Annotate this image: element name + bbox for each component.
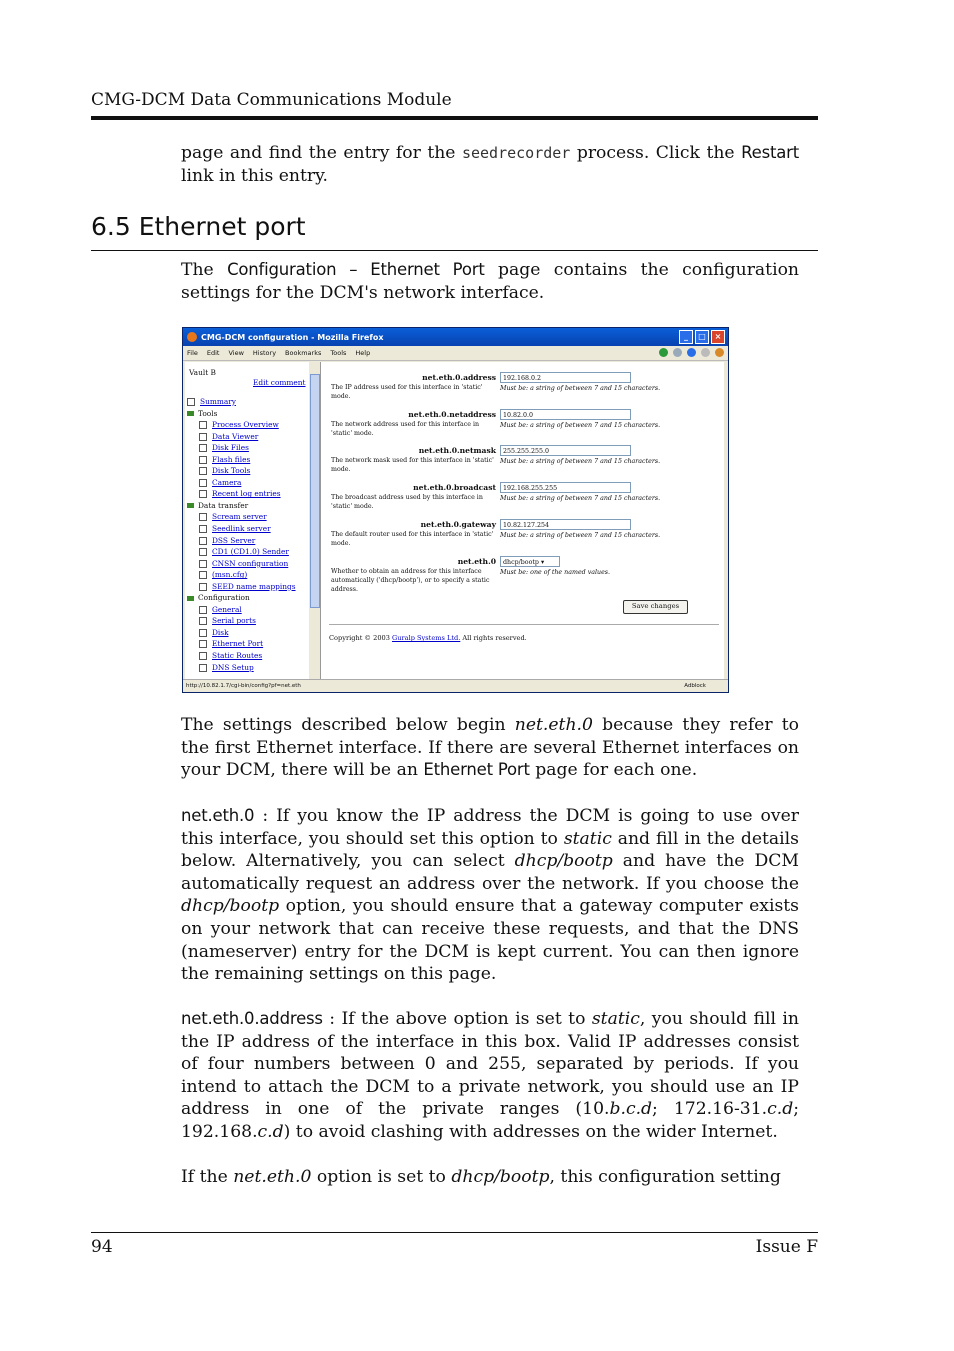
sidebar-scrollbar[interactable]	[309, 362, 321, 679]
copyright: Copyright © 2003 Guralp Systems Ltd. All rights reserved.	[329, 634, 527, 642]
sidebar-item-label[interactable]: CNSN configuration	[212, 558, 289, 568]
setting-description: The IP address used for this interface in 'static' mode.	[331, 384, 483, 400]
sidebar-item-label[interactable]: (msn.cfg)	[212, 570, 248, 580]
sidebar-item-label[interactable]: Static Routes	[212, 651, 263, 661]
sidebar-item[interactable]	[187, 581, 296, 593]
stop-icon[interactable]	[701, 348, 710, 357]
guralp-link[interactable]: Guralp Systems Ltd.	[392, 634, 461, 642]
sidebar-item[interactable]	[187, 396, 296, 408]
sidebar-item-label: Tools	[198, 408, 218, 418]
setting-constraint: Must be: one of the named values.	[500, 568, 611, 576]
issue-label: Issue F	[755, 1237, 818, 1257]
sidebar-item-label[interactable]: General	[212, 604, 242, 614]
sidebar-item-label[interactable]: Disk Tools	[212, 466, 251, 476]
setting-input[interactable]: 192.168.0.2	[500, 372, 631, 383]
folder-icon	[187, 503, 194, 508]
sidebar-item-label[interactable]: Summary	[200, 397, 236, 406]
sidebar-item[interactable]	[187, 523, 296, 535]
setting-label: net.eth.0.address	[422, 373, 496, 382]
page-icon	[199, 629, 207, 637]
page-icon	[199, 433, 207, 441]
page-icon	[199, 571, 207, 579]
page-icon	[199, 583, 207, 591]
close-icon[interactable]: ×	[711, 330, 725, 344]
sidebar-item[interactable]	[187, 488, 296, 500]
sidebar-item[interactable]	[187, 419, 296, 431]
sidebar-item[interactable]	[187, 477, 296, 489]
page-icon	[199, 513, 207, 521]
process-name: seedrecorder	[461, 144, 571, 162]
setting-label: net.eth.0.gateway	[420, 519, 496, 529]
setting-row	[331, 480, 721, 516]
setting-description: The default router used for this interface in 'static' mode.	[331, 530, 494, 547]
intro-paragraph: page and find the entry for the seedrecorder process. Click the Restart link in this entry.	[181, 143, 799, 186]
sidebar-item-label[interactable]: Disk	[212, 627, 229, 637]
sidebar-item[interactable]	[187, 627, 296, 639]
sidebar-item-label[interactable]: Camera	[212, 477, 242, 487]
minimize-icon[interactable]: _	[679, 330, 693, 344]
page-icon	[199, 560, 207, 568]
sidebar-item-label[interactable]: CD1 (CD1.0) Sender	[212, 547, 289, 557]
setting-input[interactable]: 192.168.255.255	[500, 482, 631, 493]
section-rule	[91, 250, 818, 251]
page-icon	[199, 456, 207, 464]
browser-screenshot	[182, 327, 729, 693]
page-icon	[199, 652, 207, 660]
setting-label: net.eth.0.netmask	[418, 446, 496, 456]
setting-input[interactable]: 10.82.0.0	[500, 409, 631, 420]
section-title: 6.5 Ethernet port	[91, 212, 306, 241]
sidebar-item	[187, 592, 296, 604]
edit-comment-link[interactable]: Edit comment	[253, 378, 306, 387]
term-net-eth0-address: net.eth.0.address	[181, 1009, 323, 1028]
sidebar-item[interactable]	[187, 615, 296, 627]
sidebar-item-label[interactable]: DSS Server	[212, 535, 256, 545]
setting-row	[331, 517, 721, 553]
sidebar-item-label: Configuration	[198, 593, 250, 603]
page-icon	[199, 467, 207, 475]
setting-row	[331, 370, 721, 406]
menu-item-help[interactable]: Help	[355, 349, 371, 357]
sidebar-item	[187, 500, 296, 512]
menu-item-history[interactable]: History	[252, 349, 277, 357]
para-net-eth0-address: net.eth.0.address : If the above option is set to static, you should fill in the IP address of the interface in this box. Valid IP addresses consist of four numbers between 0 and 255, separated by periods. If you intend to attach the DCM to a private network, you should use an IP address in one of the private ranges (10.b.c.d; 172.16-31.c.d; 192.168.c.d) to avoid clashing with addresses on the wider Internet.	[181, 1009, 799, 1142]
setting-input[interactable]: 255.255.255.0	[500, 445, 631, 456]
page-content	[185, 362, 724, 679]
para-dhcp: If the net.eth.0 option is set to dhcp/bootp, this configuration setting	[181, 1167, 781, 1187]
sidebar-item[interactable]	[187, 650, 296, 662]
setting-description: Whether to obtain an address for this interface automatically ('dhcp/bootp'), or to specify a static address.	[331, 567, 490, 593]
running-header: CMG-DCM Data Communications Module	[91, 90, 452, 110]
sidebar-tree	[187, 396, 296, 673]
setting-constraint: Must be: a string of between 7 and 15 characters.	[500, 531, 661, 539]
sidebar-item[interactable]	[187, 546, 296, 558]
forward-icon[interactable]	[673, 348, 682, 357]
sidebar-item-label[interactable]: SEED name mappings	[212, 581, 296, 591]
para-settings-intro: The settings described below begin net.eth.0 because they refer to the first Ethernet interface. If there are several Ethernet interfaces on your DCM, there will be an Ethernet Port page for each one.	[181, 715, 799, 781]
setting-constraint: Must be: a string of between 7 and 15 characters.	[500, 421, 661, 429]
window-titlebar	[183, 328, 728, 346]
sidebar-item-label[interactable]: Ethernet Port	[212, 639, 264, 649]
footer-rule	[329, 624, 719, 625]
mode-select[interactable]: dhcp/bootp ▾	[500, 556, 560, 567]
folder-icon	[187, 596, 194, 601]
folder-icon	[187, 411, 194, 416]
setting-constraint: Must be: a string of between 7 and 15 characters.	[500, 495, 661, 503]
setting-description: The network address used for this interface in 'static' mode.	[331, 420, 480, 437]
para-config-page: The Configuration – Ethernet Port page contains the configuration settings for the DCM's network interface.	[181, 260, 800, 303]
page-icon	[199, 537, 207, 545]
save-changes-button[interactable]: Save changes	[623, 600, 688, 614]
page-icon	[199, 664, 207, 672]
menu-item-bookmarks[interactable]: Bookmarks	[285, 349, 322, 357]
page-icon	[199, 479, 207, 487]
config-page-ref: Configuration – Ethernet Port	[227, 260, 485, 279]
vault-name: Vault B	[189, 368, 216, 377]
setting-description: The broadcast address used by this interface in 'static' mode.	[331, 494, 483, 511]
sidebar-item-label[interactable]: DNS Setup	[212, 662, 254, 672]
sidebar-item[interactable]	[187, 638, 296, 650]
page-icon	[199, 548, 207, 556]
sidebar-item-label[interactable]: Seedlink server	[212, 524, 271, 534]
menu-item-view[interactable]: View	[228, 349, 244, 357]
page-icon	[199, 640, 207, 648]
page-number: 94	[91, 1237, 113, 1257]
footer-rule-line	[91, 1232, 818, 1233]
firefox-icon	[187, 332, 197, 342]
menu-item-edit[interactable]: Edit	[206, 349, 220, 357]
sidebar-item-label[interactable]: Process Overview	[212, 420, 279, 430]
sidebar-item-label[interactable]: Serial ports	[212, 616, 256, 626]
sidebar-item[interactable]	[187, 558, 296, 570]
sidebar-item[interactable]	[187, 442, 296, 454]
page-icon	[199, 525, 207, 533]
page-icon	[199, 617, 207, 625]
restart-link-ref: Restart	[741, 143, 799, 162]
setting-constraint: Must be: a string of between 7 and 15 characters.	[500, 458, 661, 466]
term-net-eth0: net.eth.0	[181, 806, 255, 825]
setting-label: net.eth.0.broadcast	[413, 483, 496, 493]
sidebar-item-label: Data transfer	[198, 500, 249, 510]
page-icon	[199, 444, 207, 452]
menu-item-tools[interactable]: Tools	[330, 349, 347, 357]
menu-item-file[interactable]: File	[187, 349, 198, 357]
sidebar-item[interactable]	[187, 431, 296, 443]
scrollbar-thumb[interactable]	[310, 374, 320, 608]
sidebar-item	[187, 408, 296, 420]
sidebar-item-label[interactable]: Recent log entries	[212, 489, 281, 499]
para-net-eth0: net.eth.0 : If you know the IP address the DCM is going to use over this interface, you should set this option to static and fill in the details below. Alternatively, you can select dhcp/bootp and have the DCM automatically request an address over the network. If you choose the dhcp/bootp option, you should ensure that a gateway computer exists on your network that can receive these requests, and that the DNS (nameserver) entry for the DCM is kept current. You can then ignore the remaining settings on this page.	[181, 806, 799, 985]
sidebar-item[interactable]	[187, 604, 296, 616]
back-icon[interactable]	[659, 348, 668, 357]
sidebar-item[interactable]	[187, 535, 296, 547]
sidebar-item[interactable]	[187, 465, 296, 477]
sidebar-item-label[interactable]: Data Viewer	[212, 431, 259, 441]
setting-input[interactable]: 10.82.127.254	[500, 519, 631, 530]
adblock-label[interactable]: Adblock	[684, 683, 706, 689]
sidebar-item[interactable]	[187, 662, 296, 674]
header-rule	[91, 116, 818, 120]
setting-label: net.eth.0.netaddress	[408, 409, 496, 419]
setting-description: The network mask used for this interface in 'static' mode.	[331, 457, 494, 474]
setting-row	[331, 554, 721, 593]
status-bar	[183, 679, 728, 692]
settings-pane	[327, 362, 723, 679]
reload-icon[interactable]	[687, 348, 696, 357]
sidebar-item[interactable]	[187, 569, 296, 581]
setting-constraint: Must be: a string of between 7 and 15 characters.	[500, 385, 661, 392]
sidebar-item[interactable]	[187, 511, 296, 523]
home-icon[interactable]	[715, 348, 724, 357]
window-title: CMG-DCM configuration - Mozilla Firefox	[201, 332, 384, 342]
page-icon	[199, 421, 207, 429]
sidebar-item-label[interactable]: Scream server	[212, 512, 267, 522]
sidebar-item[interactable]	[187, 454, 296, 466]
sidebar-item-label[interactable]: Flash files	[212, 454, 251, 464]
sidebar-item-label[interactable]: Disk Files	[212, 443, 249, 453]
setting-row	[331, 443, 721, 479]
page-icon	[199, 606, 207, 614]
sidebar	[185, 362, 310, 679]
ethernet-port-ref: Ethernet Port	[423, 760, 530, 780]
page-icon	[199, 490, 207, 498]
setting-row	[331, 407, 721, 443]
menu-bar	[183, 346, 728, 361]
page-icon	[187, 398, 195, 406]
status-url: http://10.82.1.7/cgi-bin/config?pf=net.eth	[186, 683, 301, 689]
setting-label: net.eth.0	[457, 556, 496, 566]
maximize-icon[interactable]: □	[695, 330, 709, 344]
